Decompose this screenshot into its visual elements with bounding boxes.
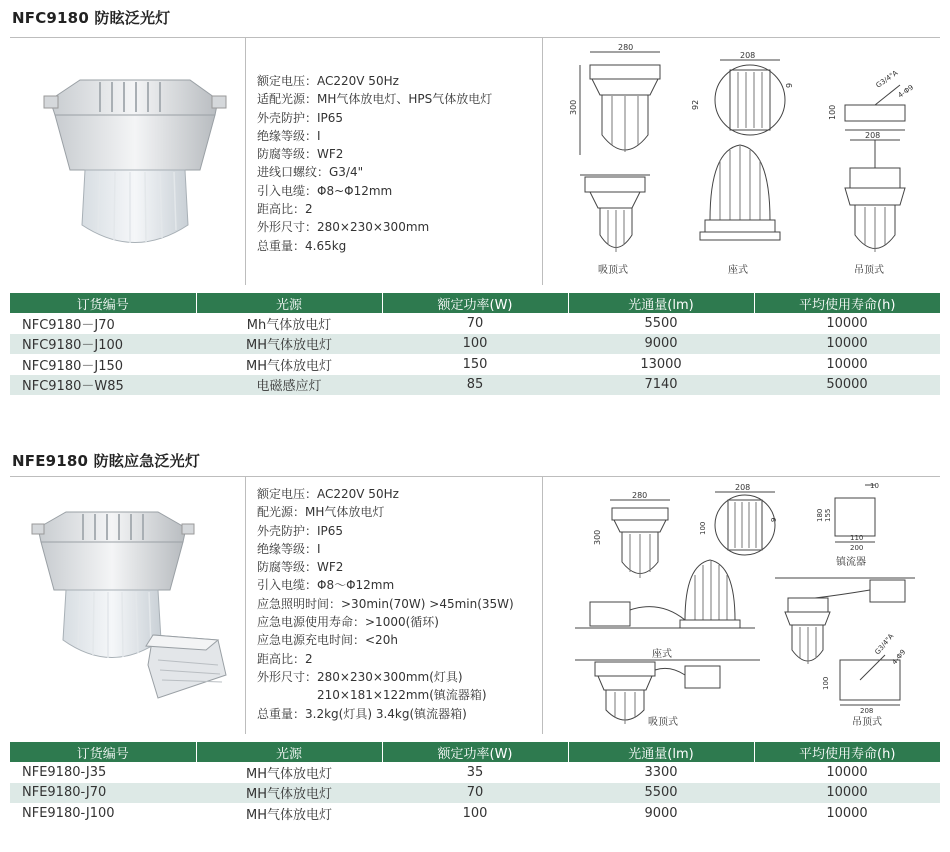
section-1-technical-drawing xyxy=(560,40,940,285)
spec-line: 应急电源使用寿命：>1000(循环) xyxy=(257,615,439,630)
spec-line: 总重量：3.2kg(灯具) 3.4kg(镇流器箱) xyxy=(257,706,467,721)
section-2-title: NFE9180 防眩应急泛光灯 xyxy=(12,452,201,470)
dim-label: G3/4"A xyxy=(873,632,896,657)
dim-label: 4-Φ9 xyxy=(896,83,916,100)
spec-line: 额定电压：AC220V 50Hz xyxy=(257,487,399,501)
table-header-row xyxy=(10,742,940,762)
section-2-top-rule xyxy=(10,476,940,477)
section-2-technical-drawing xyxy=(560,480,940,730)
cell-flux: 3300 xyxy=(644,764,678,780)
cell-flux: 13000 xyxy=(640,356,682,372)
cell-light-source: MH气体放电灯 xyxy=(246,807,332,823)
dim-label: 10 xyxy=(870,482,879,490)
col-header-light-source: 光源 xyxy=(196,742,382,762)
cell-light-source: MH气体放电灯 xyxy=(246,358,332,374)
cell-flux: 5500 xyxy=(568,783,754,804)
cell-flux: 5500 xyxy=(644,315,678,331)
table-row xyxy=(10,313,940,334)
table-row xyxy=(10,334,940,355)
cell-lifetime: 50000 xyxy=(754,375,940,396)
spec-line: 总重量：4.65kg xyxy=(257,238,347,253)
cell-order-no: NFC9180－W85 xyxy=(10,375,196,396)
dim-label: 9 xyxy=(785,82,794,88)
dim-label: 110 xyxy=(850,534,864,542)
col-header-lifetime: 平均使用寿命(h) xyxy=(754,742,940,762)
col-header-order-no: 订货编号 xyxy=(10,293,196,313)
col-header-luminous-flux: 光通量(lm) xyxy=(568,293,754,313)
col-header-light-source: 光源 xyxy=(196,293,382,313)
cell-lifetime: 10000 xyxy=(754,783,940,804)
dim-label: 208 xyxy=(865,131,881,140)
cell-order-no: NFE9180-J100 xyxy=(22,805,115,821)
cell-power: 100 xyxy=(462,805,488,821)
caption-ceiling-mount: 吸顶式 xyxy=(648,717,678,728)
table-row xyxy=(10,762,940,783)
cell-flux: 9000 xyxy=(568,334,754,355)
dim-label: 4-Φ9 xyxy=(890,648,908,667)
spec-line: 进线口螺纹：G3/4" xyxy=(257,165,364,180)
dim-label: 300 xyxy=(569,99,578,115)
dim-label: 208 xyxy=(860,707,874,715)
dim-label: 208 xyxy=(735,483,751,492)
section-1-order-table xyxy=(10,293,940,395)
section-1-top-rule xyxy=(10,37,940,38)
caption-ceiling-mount: 吸顶式 xyxy=(598,265,628,276)
section-2-order-table xyxy=(10,742,940,824)
cell-power: 150 xyxy=(462,356,488,372)
spec-line: 外壳防护：IP65 xyxy=(257,523,344,538)
table-row xyxy=(10,354,940,375)
dim-label: 100 xyxy=(699,521,707,535)
spec-line: 绝缘等级：I xyxy=(257,541,321,556)
cell-light-source: 电磁感应灯 xyxy=(196,375,382,396)
cell-flux: 7140 xyxy=(568,375,754,396)
floodlight-product-photo xyxy=(40,60,230,255)
spec-line: 外形尺寸：280×230×300mm(灯具) xyxy=(257,669,463,684)
cell-lifetime: 10000 xyxy=(826,356,868,372)
cell-lifetime: 10000 xyxy=(826,315,868,331)
caption-pendant-mount: 吊顶式 xyxy=(854,265,884,276)
cell-flux: 9000 xyxy=(644,805,678,821)
cell-power: 70 xyxy=(382,783,568,804)
dim-label: 100 xyxy=(822,676,830,690)
table-row xyxy=(10,803,940,824)
spec-line: 外壳防护：IP65 xyxy=(257,110,344,125)
caption-ballast: 镇流器 xyxy=(836,557,866,568)
spec-line: 防腐等级：WF2 xyxy=(257,147,344,162)
spec-line: 适配光源：MH气体放电灯、HPS气体放电灯 xyxy=(257,92,493,107)
section-2-specs xyxy=(257,485,514,723)
section-1-divider-right xyxy=(542,37,543,285)
caption-pendant-mount: 吊顶式 xyxy=(852,717,882,728)
dim-label: G3/4"A xyxy=(874,68,900,90)
dim-label: 180 xyxy=(816,508,824,522)
dim-label: 280 xyxy=(632,491,648,500)
cell-order-no: NFE9180-J70 xyxy=(10,783,196,804)
cell-light-source: MH气体放电灯 xyxy=(246,766,332,782)
dim-label: 300 xyxy=(593,529,602,545)
spec-line: 应急电源充电时间：<20h xyxy=(257,633,398,648)
cell-order-no: NFC9180－J150 xyxy=(22,358,124,374)
cell-lifetime: 10000 xyxy=(826,805,868,821)
dim-label: 100 xyxy=(828,104,837,120)
section-2-divider-right xyxy=(542,476,543,734)
dim-label: 208 xyxy=(740,51,756,60)
spec-line: 额定电压：AC220V 50Hz xyxy=(257,74,399,88)
cell-order-no: NFC9180－J100 xyxy=(10,334,196,355)
spec-line: 引入电缆：Φ8~Φ12mm xyxy=(257,183,393,198)
table-header-row xyxy=(10,293,940,313)
cell-lifetime: 10000 xyxy=(826,764,868,780)
cell-order-no: NFC9180－J70 xyxy=(22,317,115,333)
col-header-lifetime: 平均使用寿命(h) xyxy=(754,293,940,313)
caption-base-mount: 座式 xyxy=(728,265,748,276)
col-header-luminous-flux: 光通量(lm) xyxy=(568,742,754,762)
spec-line: 防腐等级：WF2 xyxy=(257,560,344,575)
cell-power: 35 xyxy=(466,764,484,780)
dim-label: 155 xyxy=(824,508,832,522)
caption-base-mount: 座式 xyxy=(652,649,672,660)
dim-label: 280 xyxy=(618,43,634,52)
col-header-order-no: 订货编号 xyxy=(10,742,196,762)
cell-order-no: NFE9180-J35 xyxy=(22,764,107,780)
cell-power: 85 xyxy=(382,375,568,396)
col-header-rated-power: 额定功率(W) xyxy=(382,293,568,313)
section-1-title: NFC9180 防眩泛光灯 xyxy=(12,9,171,27)
dim-label: 9 xyxy=(770,517,778,522)
spec-line: 距高比：2 xyxy=(257,202,313,217)
spec-line: 绝缘等级：I xyxy=(257,128,321,143)
spec-line: 210×181×122mm(镇流器箱) xyxy=(257,688,487,703)
cell-lifetime: 10000 xyxy=(754,334,940,355)
emergency-floodlight-product-photo xyxy=(28,500,238,710)
col-header-rated-power: 额定功率(W) xyxy=(382,742,568,762)
section-1-specs xyxy=(257,72,492,255)
cell-light-source: Mh气体放电灯 xyxy=(246,317,332,333)
table-row xyxy=(10,783,940,804)
cell-power: 70 xyxy=(466,315,484,331)
section-1-divider-left xyxy=(245,37,246,285)
cell-power: 100 xyxy=(382,334,568,355)
section-2-divider-left xyxy=(245,476,246,734)
dim-label: 200 xyxy=(850,544,864,552)
spec-line: 距高比：2 xyxy=(257,651,313,666)
spec-line: 配光源：MH气体放电灯 xyxy=(257,505,385,520)
spec-line: 引入电缆：Φ8～Φ12mm xyxy=(257,578,395,593)
cell-light-source: MH气体放电灯 xyxy=(196,334,382,355)
cell-light-source: MH气体放电灯 xyxy=(196,783,382,804)
spec-line: 应急照明时间：>30min(70W) >45min(35W) xyxy=(257,596,514,611)
spec-line: 外形尺寸：280×230×300mm xyxy=(257,220,430,235)
table-row xyxy=(10,375,940,396)
dim-label: 92 xyxy=(691,99,700,110)
